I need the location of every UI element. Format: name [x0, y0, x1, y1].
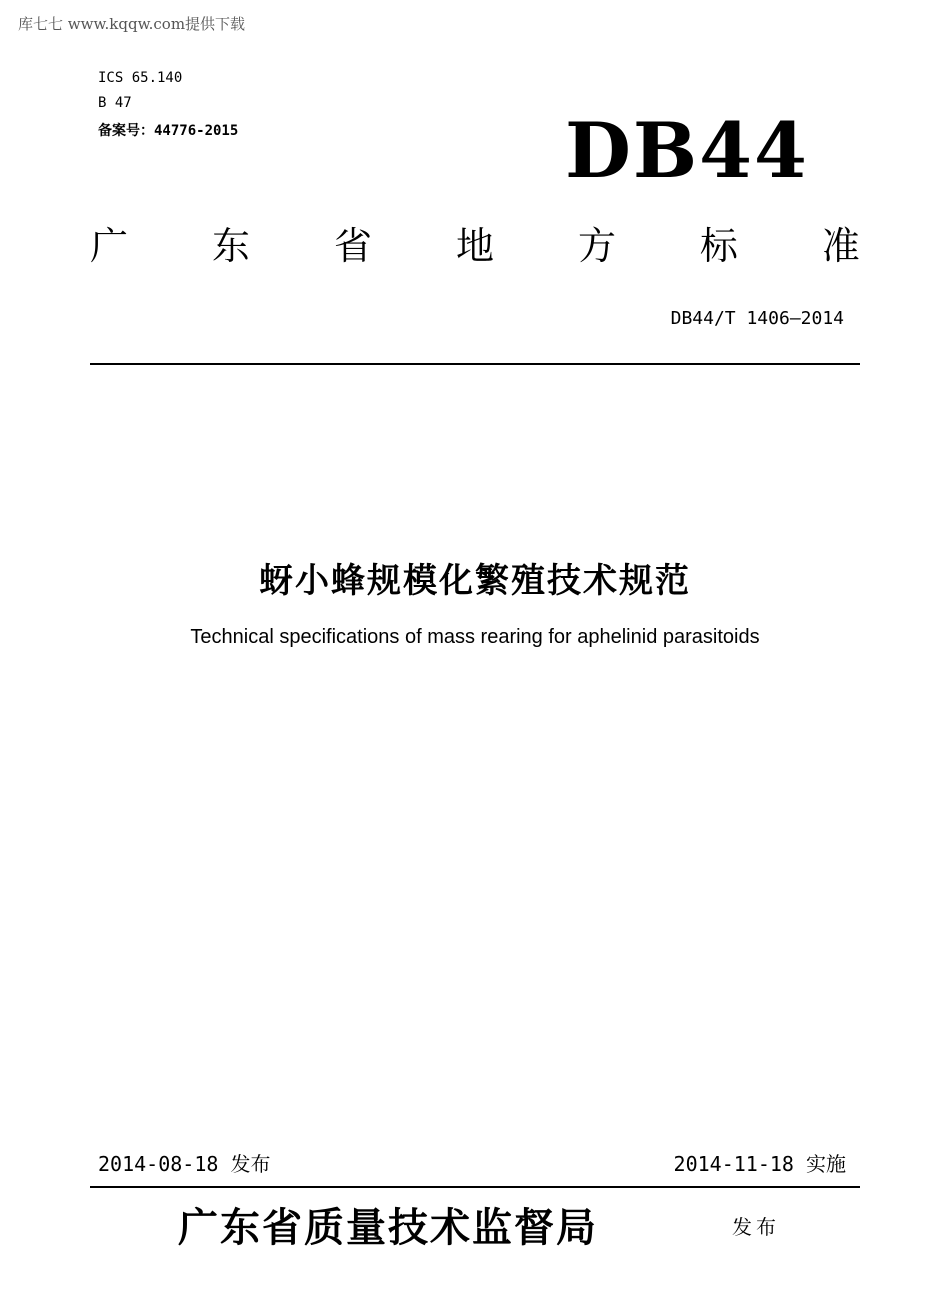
- title-char: 东: [211, 224, 250, 268]
- watermark-text: 库七七 www.kqqw.com提供下载: [18, 15, 246, 33]
- title-char: 准: [821, 224, 860, 268]
- title-char: 方: [577, 224, 616, 268]
- top-divider: [90, 363, 860, 365]
- document-title-en: Technical specifications of mass rearing for aphelinid parasitoids: [190, 626, 760, 648]
- ccs-code: B 47: [98, 95, 132, 111]
- document-title-cn: 蚜小蜂规模化繁殖技术规范: [259, 561, 691, 601]
- bottom-divider: [90, 1186, 860, 1188]
- title-char: 省: [333, 224, 372, 268]
- standard-logo: DB44: [565, 106, 809, 195]
- issuer-suffix: 发布: [732, 1215, 780, 1239]
- title-char: 地: [455, 224, 494, 268]
- issue-date: 2014-08-18 发布: [98, 1152, 271, 1176]
- record-number: 备案号：44776-2015: [98, 123, 239, 139]
- title-char: 广: [90, 224, 129, 268]
- title-char: 标: [699, 224, 738, 268]
- ics-code: ICS 65.140: [98, 70, 183, 86]
- standard-number: DB44/T 1406—2014: [670, 308, 844, 329]
- standard-category-title: [90, 215, 860, 270]
- implementation-date: 2014-11-18 实施: [673, 1152, 846, 1176]
- issuing-authority: 广东省质量技术监督局: [178, 1204, 598, 1251]
